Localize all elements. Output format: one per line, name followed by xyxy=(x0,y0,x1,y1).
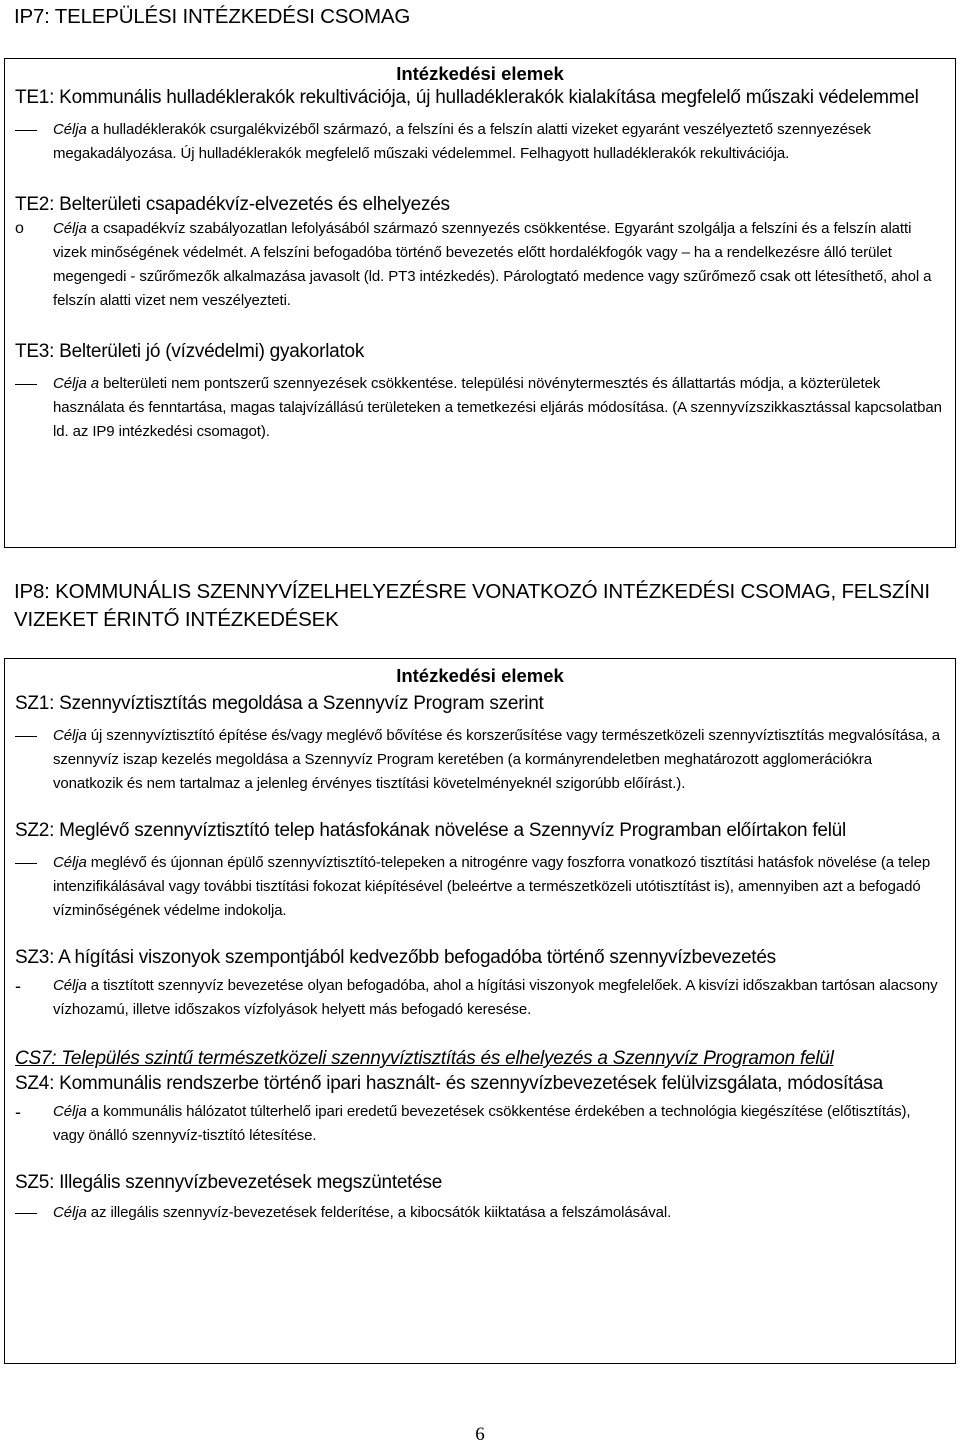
item-title-sz5: SZ5: Illegális szennyvízbevezetések megszüntetése xyxy=(15,1172,443,1193)
item-title-te2: TE2: Belterületi csapadékvíz-elvezetés és elhelyezés xyxy=(15,194,450,215)
item-title-cs7: CS7: Település szintű természetközeli szennyvíztisztítás és elhelyezés a Szennyvíz Programon felül xyxy=(15,1048,834,1069)
description-text: belterületi nem pontszerű szennyezések csökkentése. települési növénytermesztés és állattartás módja, a közterületek használata és fenntartása, magas talajvízállású területeken a temetkezési eljárás módosítása. (A szennyvízszikkasztással kapcsolatban ld. az IP9 intézkedési csomagot). xyxy=(53,375,942,440)
item-title-te1: TE1: Kommunális hulladéklerakók rekultivációja, új hulladéklerakók kialakítása megfelelő műszaki védelemmel xyxy=(15,87,919,108)
item-description-te2 xyxy=(15,217,955,313)
item-title-te3: TE3: Belterületi jó (vízvédelmi) gyakorlatok xyxy=(15,341,365,362)
circle-bullet: o xyxy=(15,220,24,237)
lead-word: Célja xyxy=(53,854,87,871)
description-text: a hulladéklerakók csurgalékvizéből származó, a felszíni és a felszín alatti vizeket egyaránt veszélyeztető szennyezések megakadályozása. Új hulladéklerakók megfelelő műszaki védelemmel. Felhagyott hulladéklerakók rekultivációja. xyxy=(53,121,871,162)
item-description-sz1 xyxy=(15,724,955,796)
box-heading: Intézkedési elemek xyxy=(396,665,564,686)
item-description-sz3 xyxy=(15,974,955,1022)
description-text: az illegális szennyvíz-bevezetések felderítése, a kibocsátók kiiktatása a felszámolásával. xyxy=(86,1204,672,1221)
box-heading: Intézkedési elemek xyxy=(396,63,564,84)
description-text: a csapadékvíz szabályozatlan lefolyásából származó szennyezés csökkentése. Egyaránt szolgálja a felszíni és a felszín alatti vizek minőségének védelmét. A felszíni befogadóba történő bevezetés előtt hordalékfogók vagy – ha a rendelkezésre álló terület megengedi - szűrőmezők alkalmazása javasolt (ld. PT3 intézkedés). Párologtató medence vagy szűrőmező csak ott létesíthető, ahol a felszín alatti vizet nem veszélyezteti. xyxy=(53,220,932,309)
item-description-te1 xyxy=(15,118,955,166)
lead-word: Célja xyxy=(53,121,87,138)
lead-word: Célja xyxy=(53,1103,87,1120)
page-number: 6 xyxy=(475,1424,485,1445)
lead-word: Célja a xyxy=(53,375,99,392)
lead-word: Célja xyxy=(53,727,87,744)
measures-box-ip7 xyxy=(4,58,956,548)
item-title-sz4: SZ4: Kommunális rendszerbe történő ipari használt- és szennyvízbevezetések felülvizsgálata, módosítása xyxy=(15,1073,883,1094)
description-text: új szennyvíztisztító építése és/vagy meglévő bővítése és korszerűsítése vagy természetközeli szennyvíztisztítás megvalósítása, a szennyvíz iszap kezelés megoldása a Szennyvíz Program keretében (a kormányrendeletben meghatározott agglomerációkra vonatkozik és nem tartalmaz a jelenleg érvényes tisztítási követelményeknél szigorúbb előírást.). xyxy=(53,727,941,792)
item-title-sz2: SZ2: Meglévő szennyvíztisztító telep hatásfokának növelése a Szennyvíz Programban előírtakon felül xyxy=(15,820,846,841)
item-description-sz5 xyxy=(15,1201,955,1225)
item-title-sz3: SZ3: A hígítási viszonyok szempontjából kedvezőbb befogadóba történő szennyvízbevezetés xyxy=(15,947,776,968)
lead-word: Célja xyxy=(53,1204,87,1221)
hyphen-bullet: - xyxy=(15,976,21,996)
measures-box-ip8 xyxy=(4,658,956,1364)
description-text: meglévő és újonnan épülő szennyvíztisztító-telepeken a nitrogénre vagy foszforra vonatkozó tisztítási hatásfok növelése (a telep intenzifikálásával vagy további tisztítási fokozat kiépítésével (beleértve a természetközeli utótisztítást is), amennyiben azt a befogadó vízminőségének védelme indokolja. xyxy=(53,854,931,919)
lead-word: Célja xyxy=(53,977,87,994)
item-title-sz1: SZ1: Szennyvíztisztítás megoldása a Szennyvíz Program szerint xyxy=(15,693,544,714)
section-title-ip8: IP8: KOMMUNÁLIS SZENNYVÍZELHELYEZÉSRE VONATKOZÓ INTÉZKEDÉSI CSOMAG, FELSZÍNI VIZEKET ÉRINTŐ INTÉZKEDÉSEK xyxy=(14,580,930,631)
description-text: a tisztított szennyvíz bevezetése olyan befogadóba, ahol a hígítási viszonyok megfelelőek. A kisvízi időszakban tartósan alacsony vízhozamú, illetve időszakos vízfolyások helyett más befogadó keresése. xyxy=(53,977,938,1018)
hyphen-bullet: - xyxy=(15,1102,21,1122)
description-text: a kommunális hálózatot túlterhelő ipari eredetű bevezetések csökkentése érdekében a technológia kiegészítése (előtisztítás), vagy önálló szennyvíz-tisztító létesítése. xyxy=(53,1103,911,1144)
item-description-te3 xyxy=(15,372,955,444)
item-description-sz4 xyxy=(15,1100,955,1148)
lead-word: Célja xyxy=(53,220,87,237)
section-title-ip7: IP7: TELEPÜLÉSI INTÉZKEDÉSI CSOMAG xyxy=(14,5,411,28)
item-description-sz2 xyxy=(15,851,955,923)
